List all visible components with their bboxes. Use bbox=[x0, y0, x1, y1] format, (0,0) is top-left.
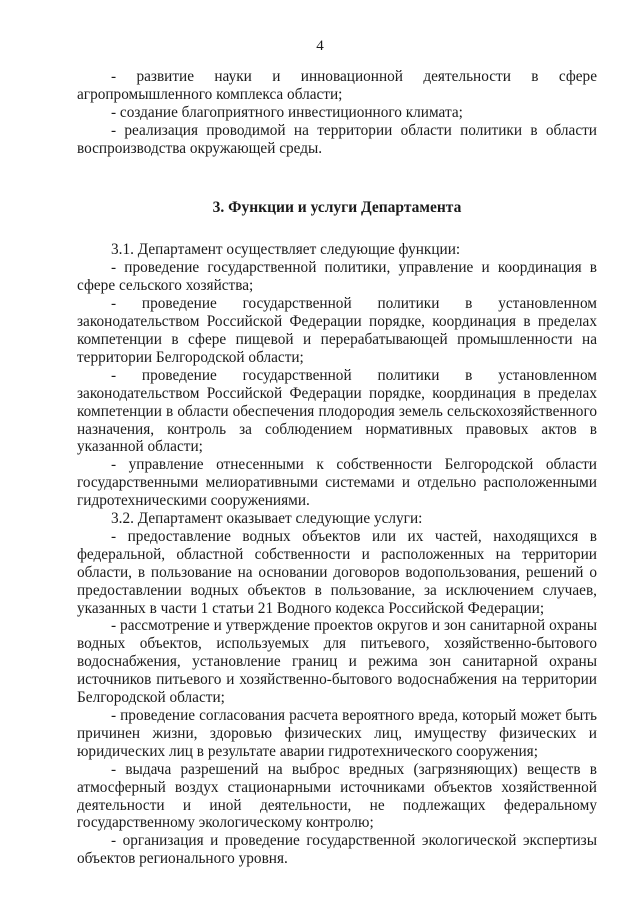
function-item: - проведение государственной политики, управление и координация в сфере сельского хозяйства; bbox=[77, 259, 597, 295]
function-item: - проведение государственной политики в установленном законодательством Российской Федерации порядке, координация в пределах компетенции в области обеспечения плодородия земель сельскохозяйственного назначения, контроль за соблюдением нормативных правовых актов в указанной области; bbox=[77, 366, 597, 456]
service-item: - выдача разрешений на выброс вредных (загрязняющих) веществ в атмосферный воздух стационарными источниками объектов хозяйственной деятельности и иной деятельности, не подлежащих федеральному государственному экологическому контролю; bbox=[77, 760, 597, 832]
page-number: 4 bbox=[316, 38, 324, 54]
intro-item: - реализация проводимой на территории области политики в области воспроизводства окружающей среды. bbox=[77, 121, 597, 157]
service-item: - предоставление водных объектов или их частей, находящихся в федеральной, областной собственности и расположенных на территории области, в пользование на основании договоров водопользования, решений о предоставлении водных объектов в пользование, за исключением случаев, указанных в части 1 статьи 21 Водного кодекса Российской Федерации; bbox=[77, 527, 597, 617]
functions-intro: 3.1. Департамент осуществляет следующие функции: bbox=[111, 241, 461, 259]
section-title: 3. Функции и услуги Департамента bbox=[212, 198, 462, 216]
service-item: - проведение согласования расчета вероятного вреда, который может быть причинен жизни, здоровью физических лиц, имуществу физических и юридических лиц в результате аварии гидротехнического сооружения; bbox=[77, 707, 597, 760]
service-item: - организация и проведение государственной экологической экспертизы объектов регионального уровня. bbox=[77, 832, 597, 868]
document-body bbox=[77, 68, 597, 868]
intro-item: - развитие науки и инновационной деятельности в сфере агропромышленного комплекса области; bbox=[77, 68, 597, 103]
function-item: - проведение государственной политики в установленном законодательством Российской Федерации порядке, координация в пределах компетенции в сфере пищевой и перерабатывающей промышленности на территории Белгородской области; bbox=[77, 295, 597, 366]
service-item: - рассмотрение и утверждение проектов округов и зон санитарной охраны водных объектов, используемых для питьевого, хозяйственно-бытового водоснабжения, установление границ и режима зон санитарной охраны источников питьевого и хозяйственно-бытового водоснабжения на территории Белгородской области; bbox=[77, 617, 597, 707]
services-intro: 3.2. Департамент оказывает следующие услуги: bbox=[111, 510, 423, 528]
function-item: - управление отнесенными к собственности Белгородской области государственными мелиоративными системами и отдельно расположенными гидротехническими сооружениями. bbox=[77, 456, 597, 510]
intro-item: - создание благоприятного инвестиционного климата; bbox=[111, 103, 463, 121]
